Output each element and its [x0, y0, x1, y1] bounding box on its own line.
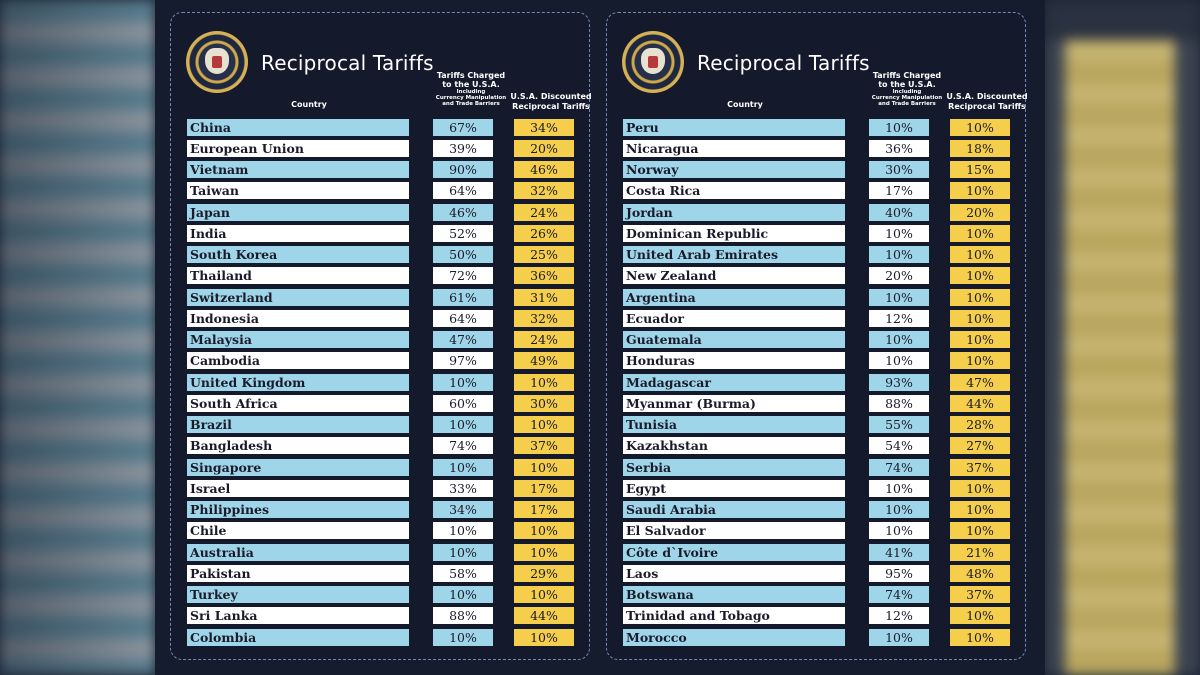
discounted-tariff-cell: 10%	[950, 267, 1010, 284]
discounted-tariff-cell: 10%	[950, 629, 1010, 646]
discounted-tariff-cell: 17%	[514, 501, 574, 518]
table-row	[623, 351, 1023, 372]
discounted-tariff-cell: 10%	[514, 374, 574, 391]
panel-title: Reciprocal Tariffs	[697, 51, 870, 75]
discounted-tariff-cell: 10%	[950, 522, 1010, 539]
table-row	[623, 308, 1023, 329]
table-row	[187, 308, 587, 329]
country-cell: Colombia	[187, 629, 409, 646]
table-row	[623, 606, 1023, 627]
tariff-charged-cell: 10%	[869, 522, 929, 539]
discounted-tariff-cell: 10%	[514, 629, 574, 646]
country-cell: Sri Lanka	[187, 607, 409, 624]
country-cell: Nicaragua	[623, 140, 845, 157]
tariff-charged-cell: 39%	[433, 140, 493, 157]
discounted-tariff-cell: 24%	[514, 331, 574, 348]
tariff-charged-cell: 33%	[433, 480, 493, 497]
country-cell: Serbia	[623, 459, 845, 476]
discounted-tariff-cell: 32%	[514, 182, 574, 199]
discounted-tariff-cell: 10%	[950, 352, 1010, 369]
discounted-tariff-cell: 47%	[950, 374, 1010, 391]
discounted-tariff-cell: 10%	[514, 586, 574, 603]
country-cell: Israel	[187, 480, 409, 497]
tariff-charged-cell: 74%	[869, 586, 929, 603]
table-row	[623, 542, 1023, 563]
table-row	[623, 287, 1023, 308]
country-cell: Switzerland	[187, 289, 409, 306]
country-cell: Argentina	[623, 289, 845, 306]
discounted-tariff-cell: 10%	[950, 289, 1010, 306]
tariff-charged-cell: 10%	[869, 629, 929, 646]
discounted-tariff-cell: 20%	[514, 140, 574, 157]
discounted-tariff-cell: 37%	[950, 459, 1010, 476]
table-row	[187, 287, 587, 308]
discounted-tariff-cell: 20%	[950, 204, 1010, 221]
country-cell: South Korea	[187, 246, 409, 263]
table-row	[623, 160, 1023, 181]
discounted-tariff-cell: 10%	[950, 607, 1010, 624]
tariff-charged-cell: 52%	[433, 225, 493, 242]
discounted-tariff-cell: 10%	[514, 544, 574, 561]
discounted-tariff-cell: 46%	[514, 161, 574, 178]
tariff-charged-cell: 64%	[433, 310, 493, 327]
country-cell: Cambodia	[187, 352, 409, 369]
tariff-charged-cell: 64%	[433, 182, 493, 199]
tariff-charged-cell: 58%	[433, 565, 493, 582]
country-cell: Taiwan	[187, 182, 409, 199]
table-row	[187, 606, 587, 627]
table-row	[623, 521, 1023, 542]
tariff-charged-cell: 10%	[869, 501, 929, 518]
column-header-country: Country	[727, 100, 763, 109]
tariff-charged-cell: 10%	[433, 586, 493, 603]
country-cell: Vietnam	[187, 161, 409, 178]
discounted-tariff-cell: 25%	[514, 246, 574, 263]
table-row	[623, 181, 1023, 202]
tariff-charged-cell: 30%	[869, 161, 929, 178]
tariff-charged-cell: 74%	[869, 459, 929, 476]
table-row	[187, 330, 587, 351]
tariff-charged-cell: 40%	[869, 204, 929, 221]
tariff-charged-cell: 20%	[869, 267, 929, 284]
country-cell: Peru	[623, 119, 845, 136]
country-cell: Morocco	[623, 629, 845, 646]
discounted-tariff-cell: 37%	[950, 586, 1010, 603]
country-cell: Turkey	[187, 586, 409, 603]
table-row	[623, 563, 1023, 584]
country-cell: Norway	[623, 161, 845, 178]
country-cell: Malaysia	[187, 331, 409, 348]
presidential-seal-icon	[186, 31, 248, 93]
discounted-tariff-cell: 10%	[950, 331, 1010, 348]
tariff-charged-cell: 10%	[869, 246, 929, 263]
discounted-tariff-cell: 10%	[950, 182, 1010, 199]
country-cell: Australia	[187, 544, 409, 561]
country-cell: Madagascar	[623, 374, 845, 391]
tariff-charged-cell: 47%	[433, 331, 493, 348]
table-row	[623, 372, 1023, 393]
country-cell: Honduras	[623, 352, 845, 369]
tariff-charged-cell: 60%	[433, 395, 493, 412]
discounted-tariff-cell: 18%	[950, 140, 1010, 157]
tariff-charged-cell: 41%	[869, 544, 929, 561]
table-row	[187, 500, 587, 521]
table-row	[187, 117, 587, 138]
country-cell: Jordan	[623, 204, 845, 221]
discounted-tariff-cell: 34%	[514, 119, 574, 136]
presidential-seal-icon	[622, 31, 684, 93]
table-row	[187, 351, 587, 372]
tariff-charged-cell: 97%	[433, 352, 493, 369]
table-row	[187, 266, 587, 287]
tariff-rows-left	[187, 117, 587, 648]
table-row	[623, 393, 1023, 414]
table-row	[187, 181, 587, 202]
discounted-tariff-cell: 29%	[514, 565, 574, 582]
blurred-background-left	[0, 0, 155, 675]
discounted-tariff-cell: 26%	[514, 225, 574, 242]
table-row	[187, 223, 587, 244]
discounted-tariff-cell: 28%	[950, 416, 1010, 433]
discounted-tariff-cell: 49%	[514, 352, 574, 369]
tariff-charged-cell: 10%	[433, 459, 493, 476]
tariff-charged-cell: 74%	[433, 437, 493, 454]
discounted-tariff-cell: 17%	[514, 480, 574, 497]
country-cell: Singapore	[187, 459, 409, 476]
country-cell: New Zealand	[623, 267, 845, 284]
table-row	[187, 202, 587, 223]
tariff-charged-cell: 34%	[433, 501, 493, 518]
table-row	[187, 245, 587, 266]
discounted-tariff-cell: 10%	[950, 501, 1010, 518]
tariff-charged-cell: 88%	[433, 607, 493, 624]
discounted-tariff-cell: 10%	[950, 225, 1010, 242]
tariff-panel-left	[170, 12, 590, 660]
table-row	[187, 415, 587, 436]
column-header-country: Country	[291, 100, 327, 109]
tariff-charged-cell: 12%	[869, 310, 929, 327]
column-header-discounted-tariffs: U.S.A. Discounted Reciprocal Tariffs	[510, 92, 592, 111]
table-row	[187, 393, 587, 414]
tariff-charged-cell: 10%	[433, 416, 493, 433]
country-cell: Côte d`Ivoire	[623, 544, 845, 561]
tariff-charged-cell: 54%	[869, 437, 929, 454]
discounted-tariff-cell: 27%	[950, 437, 1010, 454]
discounted-tariff-cell: 48%	[950, 565, 1010, 582]
discounted-tariff-cell: 10%	[514, 416, 574, 433]
table-row	[623, 266, 1023, 287]
table-row	[187, 138, 587, 159]
country-cell: South Africa	[187, 395, 409, 412]
country-cell: Bangladesh	[187, 437, 409, 454]
column-header-tariffs-charged: Tariffs Charged to the U.S.A. Including Currency Manipulation and Trade Barriers	[871, 71, 943, 107]
tariff-charged-cell: 72%	[433, 267, 493, 284]
tariff-charged-cell: 93%	[869, 374, 929, 391]
country-cell: China	[187, 119, 409, 136]
table-row	[187, 478, 587, 499]
column-header-discounted-tariffs: U.S.A. Discounted Reciprocal Tariffs	[946, 92, 1028, 111]
tariff-charged-cell: 10%	[433, 522, 493, 539]
country-cell: India	[187, 225, 409, 242]
tariff-charged-cell: 55%	[869, 416, 929, 433]
table-row	[623, 330, 1023, 351]
discounted-tariff-cell: 37%	[514, 437, 574, 454]
discounted-tariff-cell: 10%	[950, 119, 1010, 136]
discounted-tariff-cell: 10%	[514, 459, 574, 476]
country-cell: Indonesia	[187, 310, 409, 327]
tariff-board	[155, 0, 1045, 675]
country-cell: Chile	[187, 522, 409, 539]
discounted-tariff-cell: 44%	[514, 607, 574, 624]
country-cell: Costa Rica	[623, 182, 845, 199]
table-row	[187, 563, 587, 584]
country-cell: Botswana	[623, 586, 845, 603]
country-cell: Saudi Arabia	[623, 501, 845, 518]
tariff-charged-cell: 10%	[869, 352, 929, 369]
blurred-background-right	[1045, 0, 1200, 675]
tariff-charged-cell: 88%	[869, 395, 929, 412]
discounted-tariff-cell: 31%	[514, 289, 574, 306]
table-row	[623, 500, 1023, 521]
tariff-charged-cell: 10%	[869, 225, 929, 242]
country-cell: El Salvador	[623, 522, 845, 539]
table-row	[187, 436, 587, 457]
tariff-charged-cell: 90%	[433, 161, 493, 178]
country-cell: Trinidad and Tobago	[623, 607, 845, 624]
table-row	[187, 585, 587, 606]
panel-title: Reciprocal Tariffs	[261, 51, 434, 75]
country-cell: United Kingdom	[187, 374, 409, 391]
country-cell: Dominican Republic	[623, 225, 845, 242]
tariff-charged-cell: 10%	[869, 119, 929, 136]
tariff-charged-cell: 10%	[869, 480, 929, 497]
table-row	[187, 160, 587, 181]
tariff-rows-right	[623, 117, 1023, 648]
tariff-charged-cell: 10%	[869, 289, 929, 306]
country-cell: Myanmar (Burma)	[623, 395, 845, 412]
country-cell: Philippines	[187, 501, 409, 518]
tariff-charged-cell: 10%	[433, 629, 493, 646]
country-cell: European Union	[187, 140, 409, 157]
table-row	[187, 372, 587, 393]
discounted-tariff-cell: 32%	[514, 310, 574, 327]
tariff-charged-cell: 46%	[433, 204, 493, 221]
tariff-charged-cell: 50%	[433, 246, 493, 263]
tariff-charged-cell: 67%	[433, 119, 493, 136]
table-row	[623, 436, 1023, 457]
table-row	[623, 415, 1023, 436]
discounted-tariff-cell: 44%	[950, 395, 1010, 412]
tariff-panel-right	[606, 12, 1026, 660]
country-cell: Thailand	[187, 267, 409, 284]
tariff-charged-cell: 95%	[869, 565, 929, 582]
table-row	[623, 627, 1023, 648]
tariff-charged-cell: 61%	[433, 289, 493, 306]
discounted-tariff-cell: 10%	[950, 480, 1010, 497]
discounted-tariff-cell: 10%	[950, 246, 1010, 263]
country-cell: Pakistan	[187, 565, 409, 582]
tariff-charged-cell: 36%	[869, 140, 929, 157]
table-row	[623, 245, 1023, 266]
column-header-tariffs-charged: Tariffs Charged to the U.S.A. Including Currency Manipulation and Trade Barriers	[435, 71, 507, 107]
table-row	[623, 117, 1023, 138]
table-row	[623, 478, 1023, 499]
country-cell: Ecuador	[623, 310, 845, 327]
discounted-tariff-cell: 30%	[514, 395, 574, 412]
country-cell: Kazakhstan	[623, 437, 845, 454]
discounted-tariff-cell: 10%	[950, 310, 1010, 327]
tariff-charged-cell: 10%	[433, 374, 493, 391]
table-row	[187, 542, 587, 563]
table-row	[623, 202, 1023, 223]
tariff-charged-cell: 10%	[869, 331, 929, 348]
tariff-charged-cell: 17%	[869, 182, 929, 199]
country-cell: Guatemala	[623, 331, 845, 348]
table-row	[623, 223, 1023, 244]
discounted-tariff-cell: 36%	[514, 267, 574, 284]
table-row	[623, 457, 1023, 478]
country-cell: United Arab Emirates	[623, 246, 845, 263]
country-cell: Tunisia	[623, 416, 845, 433]
tariff-charged-cell: 12%	[869, 607, 929, 624]
table-row	[187, 457, 587, 478]
discounted-tariff-cell: 24%	[514, 204, 574, 221]
country-cell: Laos	[623, 565, 845, 582]
table-row	[623, 585, 1023, 606]
table-row	[187, 627, 587, 648]
discounted-tariff-cell: 21%	[950, 544, 1010, 561]
discounted-tariff-cell: 10%	[514, 522, 574, 539]
tariff-charged-cell: 10%	[433, 544, 493, 561]
country-cell: Brazil	[187, 416, 409, 433]
table-row	[623, 138, 1023, 159]
country-cell: Egypt	[623, 480, 845, 497]
discounted-tariff-cell: 15%	[950, 161, 1010, 178]
table-row	[187, 521, 587, 542]
country-cell: Japan	[187, 204, 409, 221]
